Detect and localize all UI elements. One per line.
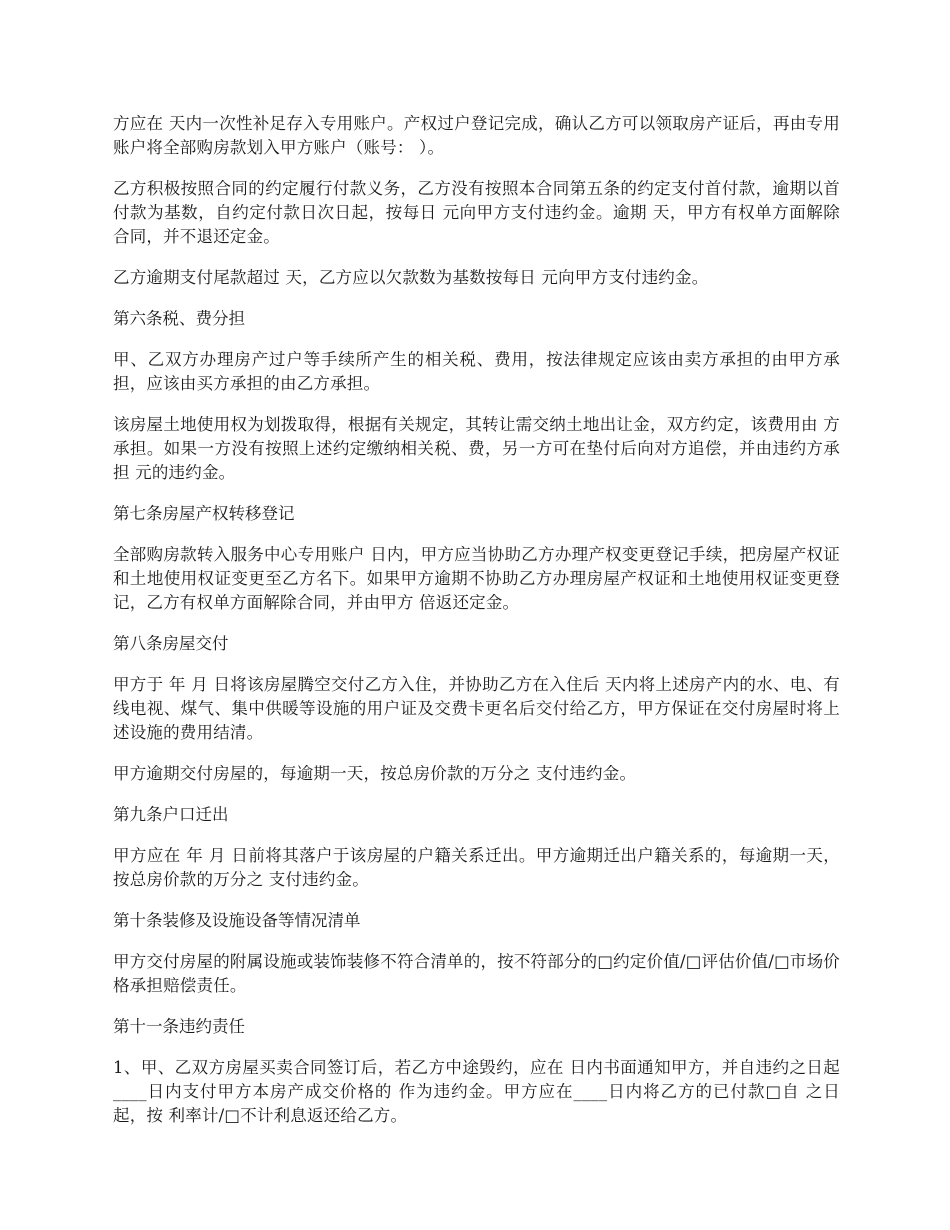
section-heading: 第八条房屋交付 [113, 634, 229, 653]
body-paragraph: 1、甲、乙双方房屋买卖合同签订后，若乙方中途毁约，应在 日内书面通知甲方，并自违约之日起____日内支付甲方本房产成交价格的 作为违约金。甲方应在____日内将乙方的已付款□自 之日起，按 利率计/□不计利息返还给乙方。 [113, 1058, 840, 1125]
body-paragraph: 全部购房款转入服务中心专用账户 日内，甲方应当协助乙方办理产权变更登记手续，把房屋产权证和土地使用权证变更至乙方名下。如果甲方逾期不协助乙方办理房屋产权证和土地使用权证变更登记，乙方有权单方面解除合同，并由甲方 倍返还定金。 [113, 545, 840, 612]
section-heading: 第六条税、费分担 [113, 309, 245, 328]
body-paragraph: 甲方应在 年 月 日前将其落户于该房屋的户籍关系迁出。甲方逾期迁出户籍关系的，每逾期一天，按总房价款的万分之 支付违约金。 [113, 846, 840, 889]
section-heading: 第七条房屋产权转移登记 [113, 504, 295, 523]
body-paragraph: 甲方交付房屋的附属设施或装饰装修不符合清单的，按不符部分的□约定价值/□评估价值/□市场价格承担赔偿责任。 [113, 952, 840, 995]
body-paragraph: 该房屋土地使用权为划拨取得，根据有关规定，其转让需交纳土地出让金，双方约定，该费用由 方承担。如果一方没有按照上述约定缴纳相关税、费，另一方可在垫付后向对方追偿，并由违约方承担 元的违约金。 [113, 415, 840, 482]
section-heading: 第九条户口迁出 [113, 805, 229, 824]
document-body [113, 112, 840, 1145]
body-paragraph: 甲方逾期交付房屋的，每逾期一天，按总房价款的万分之 支付违约金。 [113, 764, 637, 783]
section-heading: 第十条装修及设施设备等情况清单 [113, 911, 361, 930]
section-heading: 第十一条违约责任 [113, 1017, 245, 1036]
body-paragraph: 乙方逾期支付尾款超过 天，乙方应以欠款数为基数按每日 元向甲方支付违约金。 [113, 268, 709, 287]
body-paragraph: 方应在 天内一次性补足存入专用账户。产权过户登记完成，确认乙方可以领取房产证后，再由专用账户将全部购房款划入甲方账户（账号： ）。 [113, 114, 840, 157]
body-paragraph: 甲、乙双方办理房产过户等手续所产生的相关税、费用，按法律规定应该由卖方承担的由甲方承担，应该由买方承担的由乙方承担。 [113, 350, 840, 393]
body-paragraph: 甲方于 年 月 日将该房屋腾空交付乙方入住，并协助乙方在入住后 天内将上述房产内的水、电、有线电视、煤气、集中供暖等设施的用户证及交费卡更名后交付给乙方，甲方保证在交付房屋时将上述设施的费用结清。 [113, 675, 840, 742]
body-paragraph: 乙方积极按照合同的约定履行付款义务，乙方没有按照本合同第五条的约定支付首付款，逾期以首付款为基数，自约定付款日次日起，按每日 元向甲方支付违约金。逾期 天，甲方有权单方面解除合同，并不退还定金。 [113, 179, 840, 246]
